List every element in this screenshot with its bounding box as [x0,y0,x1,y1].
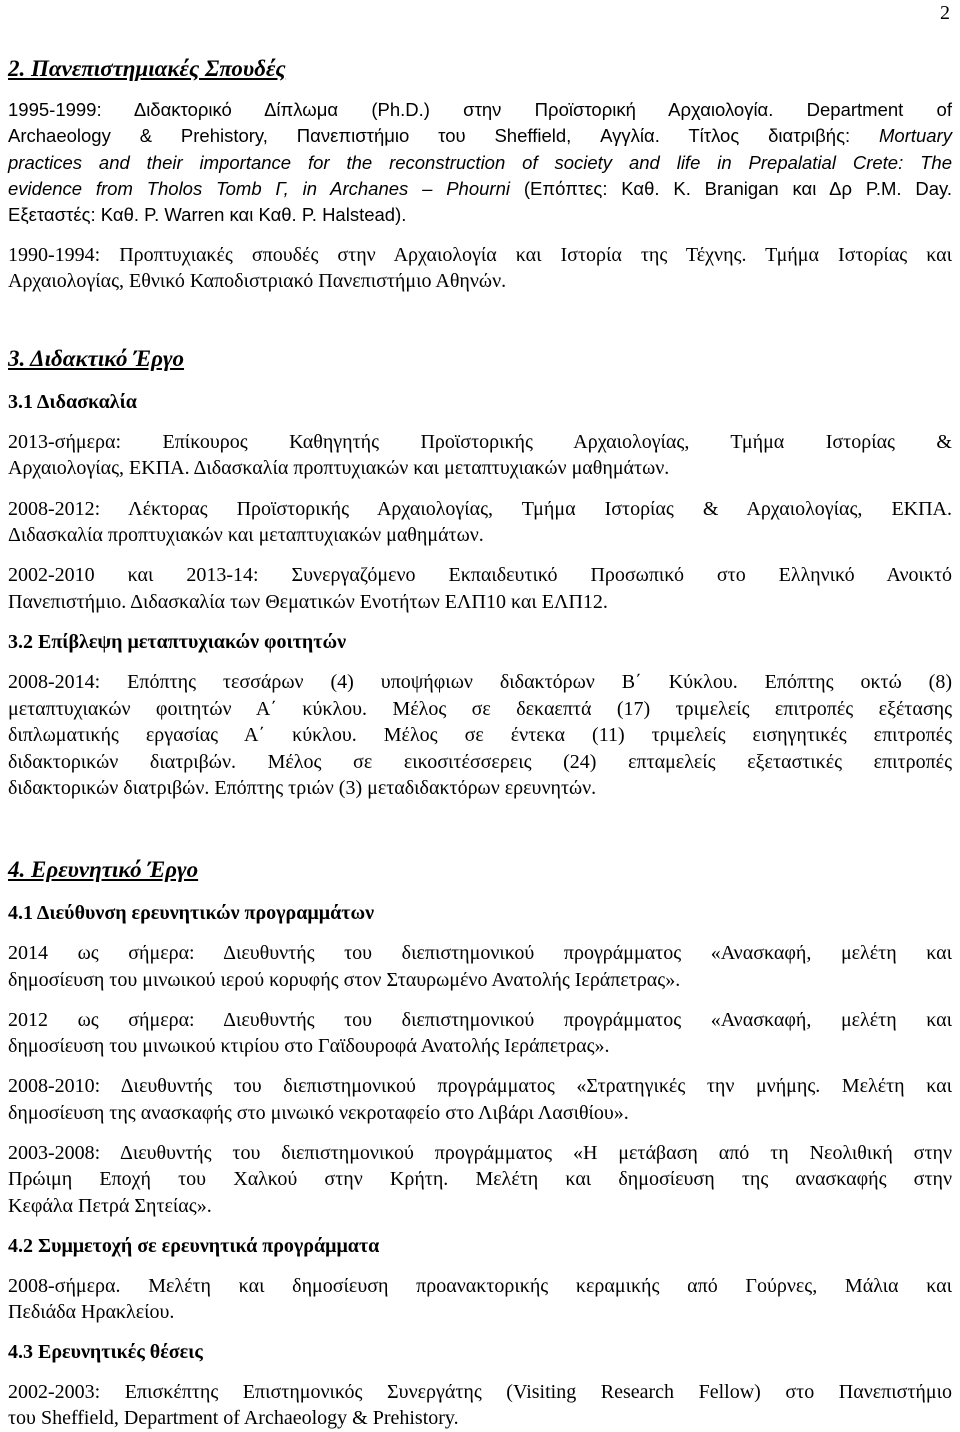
ba-line-2: Αρχαιολογίας, Εθνικό Καποδιστριακό Πανεπιστήμιο Αθηνών. [8,270,507,292]
research-4-line-2: Πρώιμη Εποχή του Χαλκού στην Κρήτη. Μελέτη και δημοσίευση της ανασκαφής στην [8,1168,952,1190]
subsection-3-2-heading: 3.2 Επίβλεψη μεταπτυχιακών φοιτητών [8,631,347,653]
supervision-line-2: μεταπτυχιακών φοιτητών Α΄ κύκλου. Μέλος σε δεκαεπτά (17) τριμελείς επιτροπές εξέτασης [8,698,952,720]
supervision-line-4: διδακτορικών διατριβών. Μέλος σε εικοσιτέσσερεις (24) επταμελείς εξεταστικές επιτροπές [8,751,952,773]
teaching-2-line-2: Διδασκαλία προπτυχιακών και μεταπτυχιακών μαθημάτων. [8,524,484,546]
section-2-heading: 2. Πανεπιστημιακές Σπουδές [8,56,286,81]
teaching-3-line-2: Πανεπιστήμιο. Διδασκαλία των Θεματικών Ενοτήτων ΕΛΠ10 και ΕΛΠ12. [8,591,608,613]
phd-line-5: Εξεταστές: Καθ. P. Warren και Καθ. P. Halstead). [8,204,407,225]
teaching-2-line-1: 2008-2012: Λέκτορας Προϊστορικής Αρχαιολογίας, Τμήμα Ιστορίας & Αρχαιολογίας, ΕΚΠΑ. [8,498,952,520]
page-number: 2 [940,2,950,24]
position-line-1: 2002-2003: Επισκέπτης Επιστημονικός Συνεργάτης (Visiting Research Fellow) στο Πανεπιστήμιο [8,1381,952,1403]
research-2-line-1: 2012 ως σήμερα: Διευθυντής του διεπιστημονικού προγράμματος «Ανασκαφή, μελέτη και [8,1009,952,1031]
teaching-1-line-1: 2013-σήμερα: Επίκουρος Καθηγητής Προϊστορικής Αρχαιολογίας, Τμήμα Ιστορίας & [8,431,952,453]
research-3-line-2: δημοσίευση της ανασκαφής στο μινωικό νεκροταφείο στο Λιβάρι Λασιθίου». [8,1102,629,1124]
section-3-heading: 3. Διδακτικό Έργο [8,346,185,371]
subsection-4-3-heading: 4.3 Ερευνητικές θέσεις [8,1341,203,1363]
research-2-line-2: δημοσίευση του μινωικού κτιρίου στο Γαϊδουροφά Ανατολής Ιεράπετρας». [8,1035,610,1057]
research-1-line-1: 2014 ως σήμερα: Διευθυντής του διεπιστημονικού προγράμματος «Ανασκαφή, μελέτη και [8,942,952,964]
supervision-line-5: διδακτορικών διατριβών. Επόπτης τριών (3) μεταδιδακτόρων ερευνητών. [8,777,597,799]
teaching-3-line-1: 2002-2010 και 2013-14: Συνεργαζόμενο Εκπαιδευτικό Προσωπικό στο Ελληνικό Ανοικτό [8,564,952,586]
ba-line-1: 1990-1994: Προπτυχιακές σπουδές στην Αρχαιολογία και Ιστορία της Τέχνης. Τμήμα Ιστορίας και [8,244,952,266]
position-line-2: του Sheffield, Department of Archaeology & Prehistory. [8,1407,459,1429]
supervision-line-1: 2008-2014: Επόπτης τεσσάρων (4) υποψήφιων διδακτόρων Β΄ Κύκλου. Επόπτης οκτώ (8) [8,671,952,693]
research-3-line-1: 2008-2010: Διευθυντής του διεπιστημονικού προγράμματος «Στρατηγικές την μνήμης. Μελέτη και [8,1075,952,1097]
subsection-3-1-heading: 3.1 Διδασκαλία [8,391,137,413]
research-4-line-3: Κεφάλα Πετρά Σητείας». [8,1195,212,1217]
research-1-line-2: δημοσίευση του μινωικού ιερού κορυφής στον Σταυρωμένο Ανατολής Ιεράπετρας». [8,969,681,991]
phd-line-3: practices and their importance for the reconstruction of society and life in Prepalatial Crete: The [8,152,952,173]
subsection-4-2-heading: 4.2 Συμμετοχή σε ερευνητικά προγράμματα [8,1235,380,1257]
subsection-4-1-heading: 4.1 Διεύθυνση ερευνητικών προγραμμάτων [8,902,375,924]
teaching-1-line-2: Αρχαιολογίας, ΕΚΠΑ. Διδασκαλία προπτυχιακών και μεταπτυχιακών μαθημάτων. [8,457,670,479]
participation-line-1: 2008-σήμερα. Μελέτη και δημοσίευση προανακτορικής κεραμικής από Γούρνες, Μάλια και [8,1275,952,1297]
supervision-line-3: διπλωματικής εργασίας Α΄ κύκλου. Μέλος σε έντεκα (11) τριμελείς εισηγητικές επιτροπές [8,724,952,746]
research-4-line-1: 2003-2008: Διευθυντής του διεπιστημονικού προγράμματος «Η μετάβαση από τη Νεολιθική στην [8,1142,952,1164]
phd-line-4: evidence from Tholos Tomb Γ, in Archanes – Phourni (Επόπτες: Καθ. Κ. Branigan και Δρ P.M. Day. [8,178,952,199]
phd-line-2: Archaeology & Prehistory, Πανεπιστήμιο του Sheffield, Αγγλία. Τίτλος διατριβής: Mortuary [8,125,952,146]
participation-line-2: Πεδιάδα Ηρακλείου. [8,1301,175,1323]
section-4-heading: 4. Ερευνητικό Έργο [8,857,199,882]
phd-line-1: 1995-1999: Διδακτορικό Δίπλωμα (Ph.D.) στην Προϊστορική Αρχαιολογία. Department of [8,99,952,120]
